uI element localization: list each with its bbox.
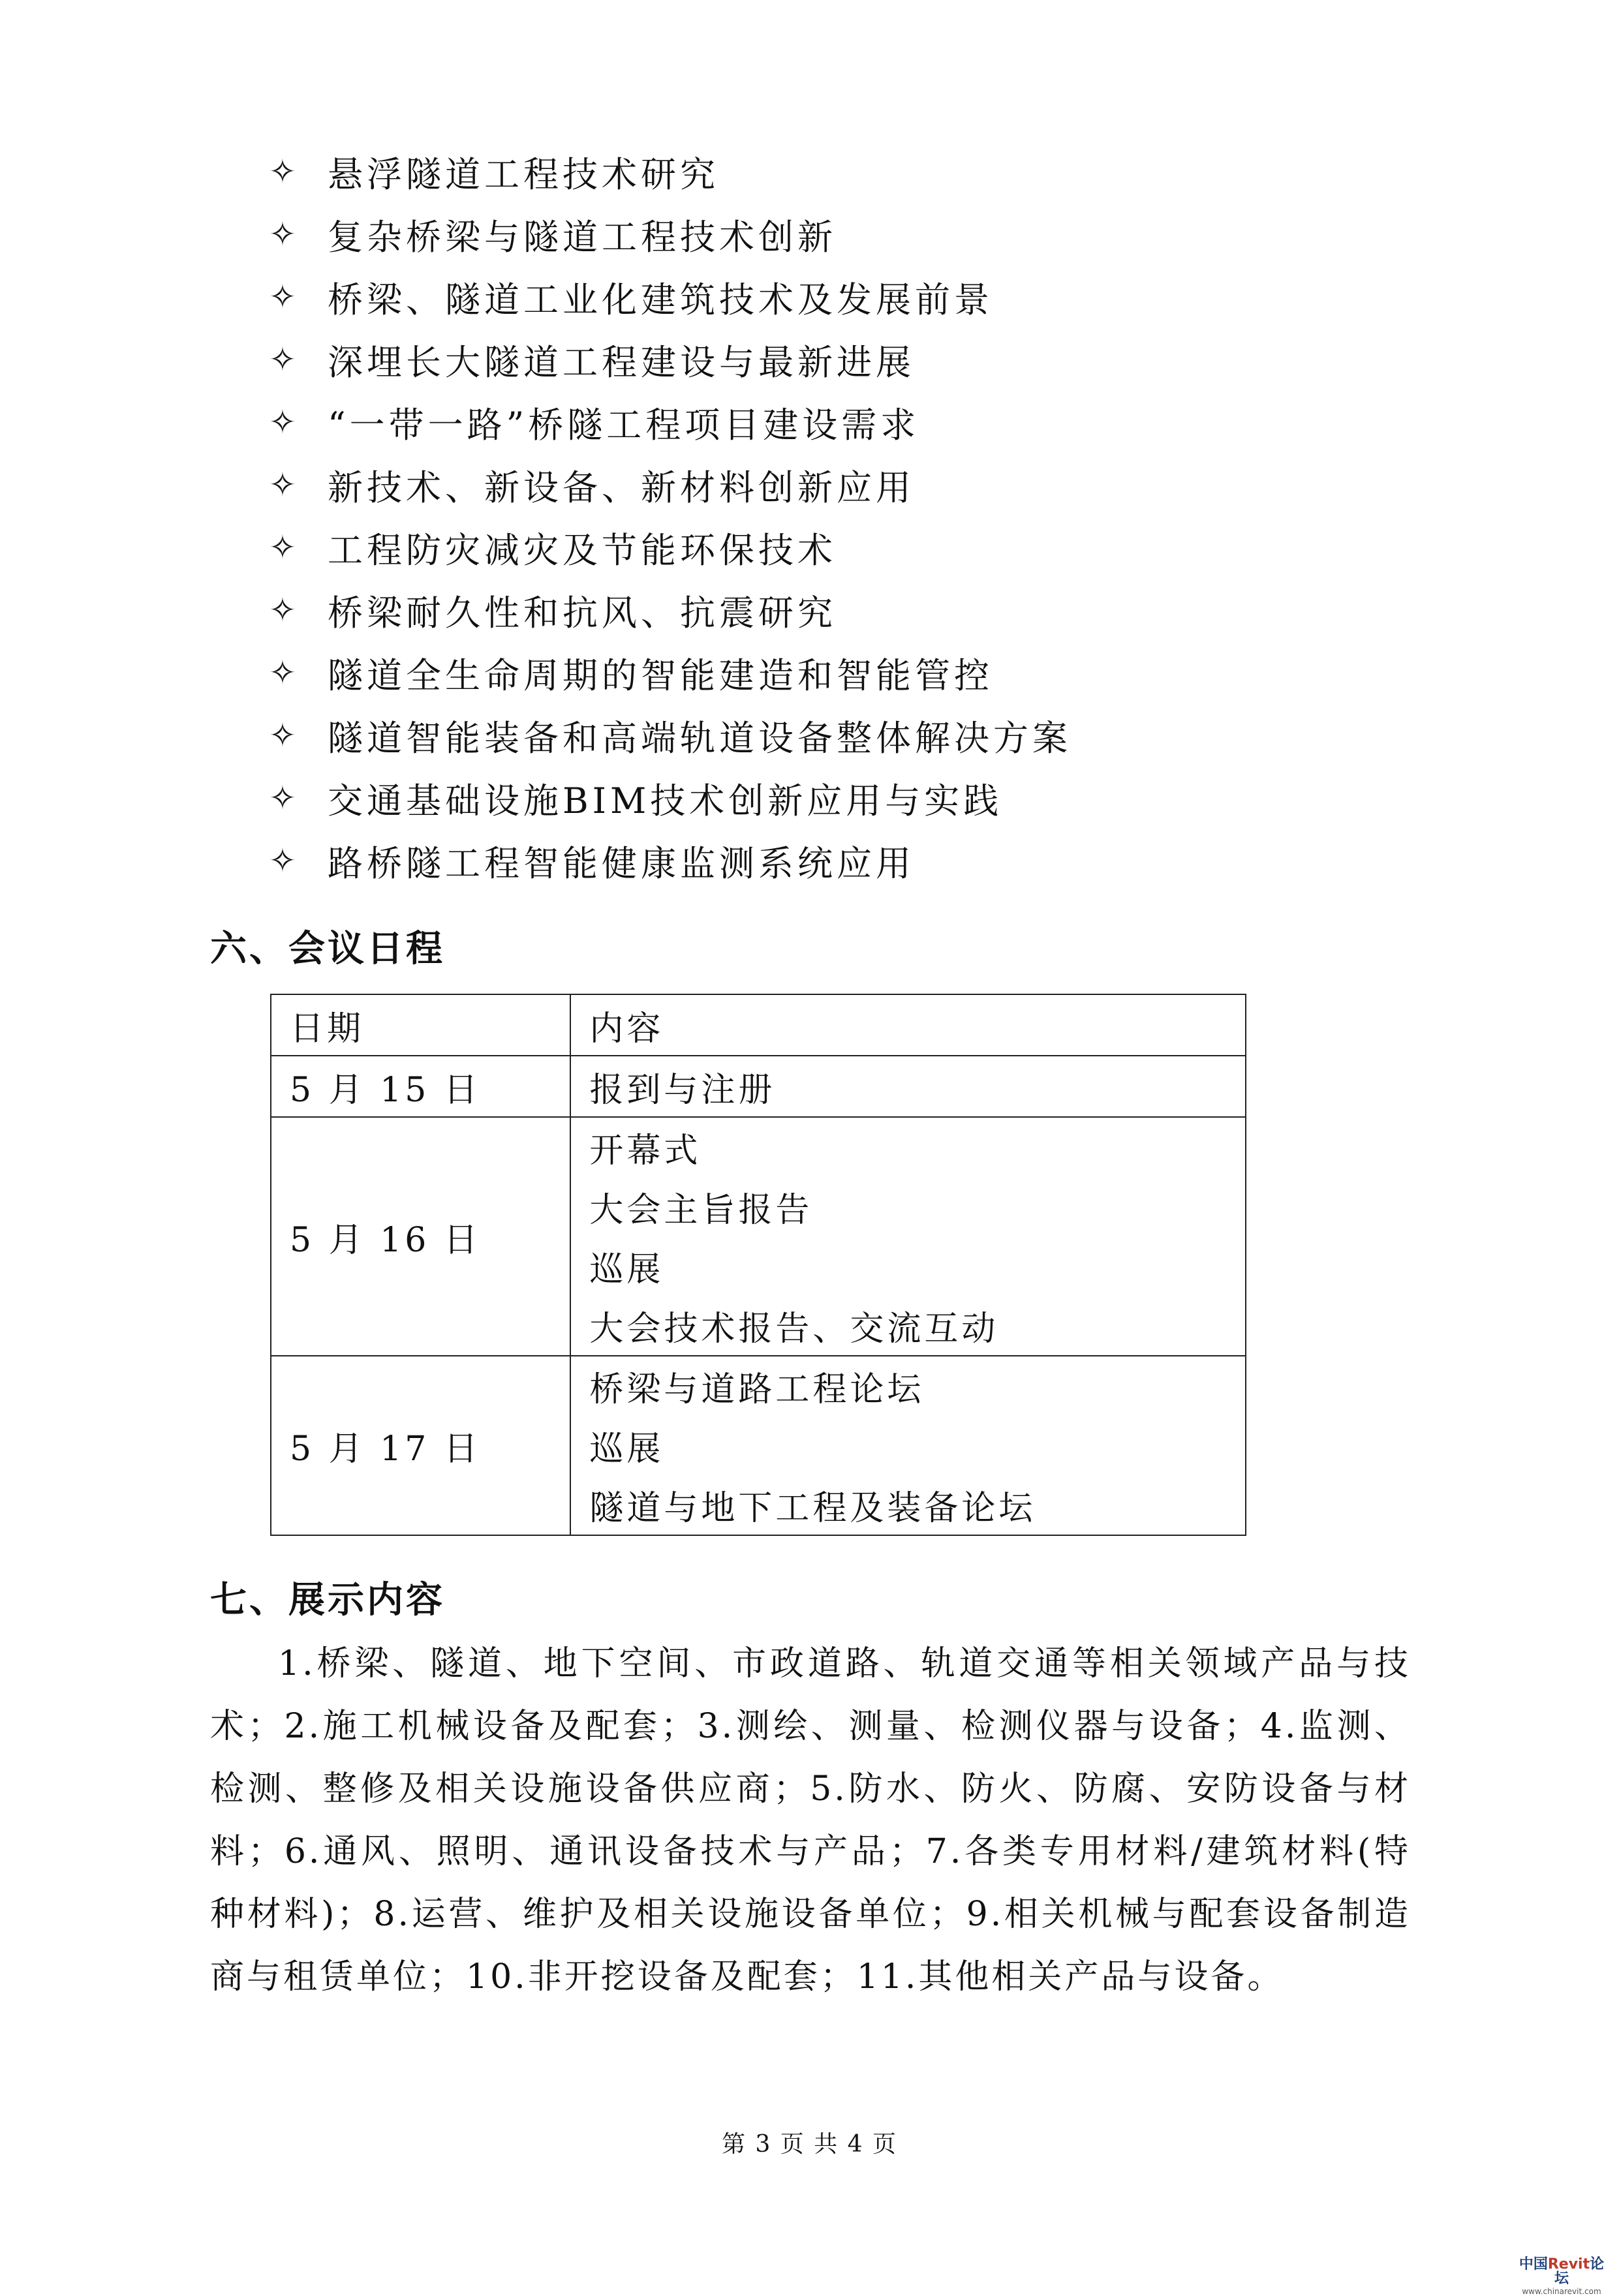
diamond-star-icon: ✧ [269,654,300,692]
content-line: 隧道与地下工程及装备论坛 [589,1489,1036,1528]
diamond-star-icon: ✧ [269,278,300,316]
column-header-content: 内容 [570,994,1246,1056]
table-row [271,1117,1246,1356]
schedule-table [270,994,1246,1536]
diamond-star-icon: ✧ [269,779,300,817]
diamond-star-icon: ✧ [269,466,300,504]
content-line: 开幕式 [589,1131,702,1171]
topic-list [269,140,1072,892]
topic-item [269,829,1072,892]
topic-text: “一带一路”桥隧工程项目建设需求 [328,404,920,446]
topic-item [269,704,1072,767]
column-header-date: 日期 [271,994,570,1056]
content-cell [570,1056,1246,1117]
content-cell [570,1356,1246,1535]
table-row [271,1056,1246,1117]
topic-text: 深埋长大隧道工程建设与最新进展 [328,341,915,383]
topic-text: 桥梁耐久性和抗风、抗震研究 [328,592,837,634]
diamond-star-icon: ✧ [269,591,300,629]
date-cell: 5 月 16 日 [271,1117,570,1356]
diamond-star-icon: ✧ [269,842,300,880]
topic-item [269,391,1072,453]
diamond-star-icon: ✧ [269,403,300,441]
section-heading-exhibits: 七、展示内容 [210,1579,445,1621]
table-header-row [271,994,1246,1056]
content-line: 巡展 [589,1250,664,1289]
diamond-star-icon: ✧ [269,716,300,754]
topic-item [269,453,1072,516]
topic-text: 新技术、新设备、新材料创新应用 [328,467,915,508]
content-cell [570,1117,1246,1356]
content-line: 大会技术报告、交流互动 [589,1309,999,1349]
table-row [271,1356,1246,1535]
exhibit-paragraph: 1.桥梁、隧道、地下空间、市政道路、轨道交通等相关领域产品与技术；2.施工机械设备及配套；3.测绘、测量、检测仪器与设备；4.监测、检测、整修及相关设施设备供应商；5.防水、防火、防腐、安防设备与材料；6.通风、照明、通讯设备技术与产品；7.各类专用材料/建筑材料(特种材料)；8.运营、维护及相关设施设备单位；9.相关机械与配套设备制造商与租赁单位；10.非开挖设备及配套；11.其他相关产品与设备。 [210,1644,1411,1997]
topic-text: 隧道智能装备和高端轨道设备整体解决方案 [328,717,1072,759]
topic-text: 工程防灾减灾及节能环保技术 [328,529,837,571]
watermark-url: www.chinarevit.com [1522,2287,1601,2296]
topic-text: 桥梁、隧道工业化建筑技术及发展前景 [328,279,993,320]
diamond-star-icon: ✧ [269,528,300,566]
date-cell: 5 月 15 日 [271,1056,570,1117]
topic-item [269,203,1072,266]
topic-item [269,328,1072,391]
topic-item [269,641,1072,704]
page-number: 第 3 页 共 4 页 [721,2131,898,2158]
content-line: 大会主旨报告 [589,1191,813,1230]
topic-text: 路桥隧工程智能健康监测系统应用 [328,842,915,884]
topic-text: 隧道全生命周期的智能建造和智能管控 [328,654,993,696]
diamond-star-icon: ✧ [269,215,300,253]
topic-item [269,767,1072,829]
diamond-star-icon: ✧ [269,153,300,191]
topic-text: 悬浮隧道工程技术研究 [328,153,719,195]
content-line: 桥梁与道路工程论坛 [589,1370,925,1409]
topic-text: 交通基础设施BIM技术创新应用与实践 [328,780,1003,821]
topic-item [269,516,1072,579]
topic-item [269,266,1072,328]
topic-item [269,140,1072,203]
diamond-star-icon: ✧ [269,341,300,378]
site-watermark-logo [1513,2256,1611,2296]
topic-item [269,579,1072,641]
content-line: 报到与注册 [589,1070,776,1110]
content-line: 巡展 [589,1430,664,1469]
section-heading-schedule: 六、会议日程 [210,928,445,970]
watermark-title: 中国Revit论坛 [1519,2256,1605,2287]
date-cell: 5 月 17 日 [271,1356,570,1535]
topic-text: 复杂桥梁与隧道工程技术创新 [328,216,837,258]
